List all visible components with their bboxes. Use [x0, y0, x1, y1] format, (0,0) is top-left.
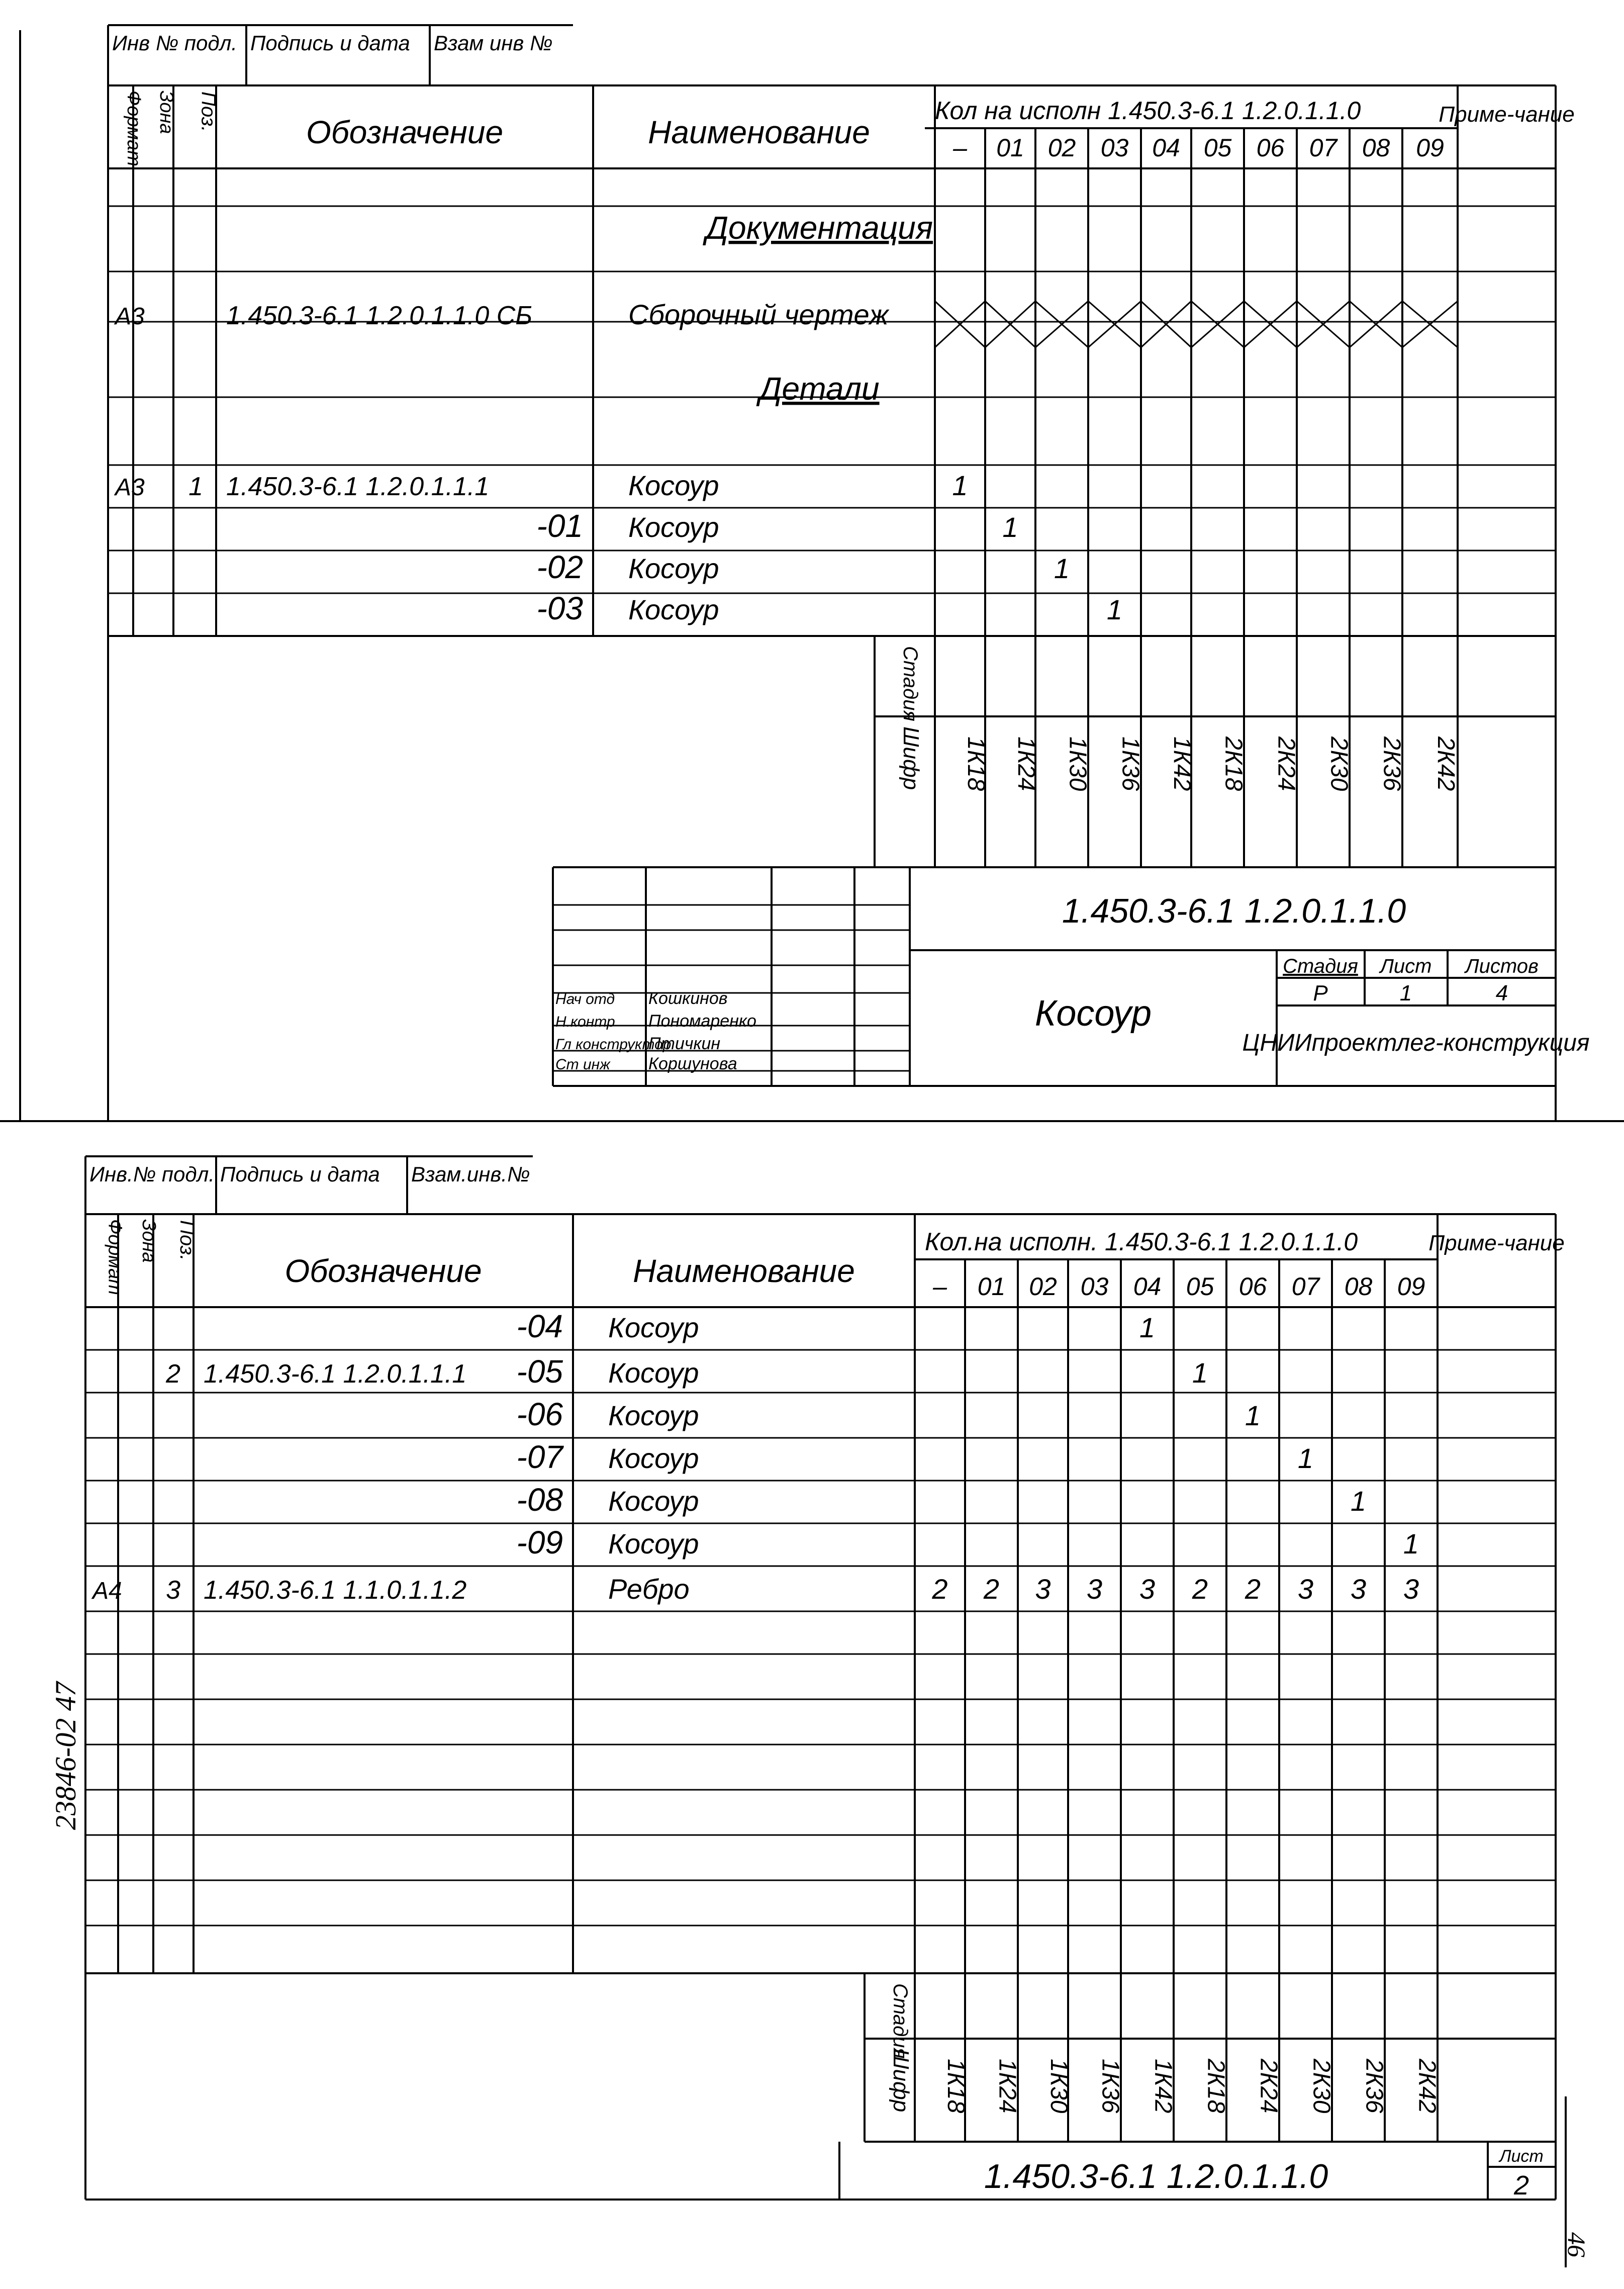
title-sheet-value: 1: [1399, 981, 1412, 1005]
row-name: Косоур: [608, 1485, 699, 1517]
exec-col-header: 07: [1309, 134, 1338, 162]
signature-name: Птичкин: [648, 1034, 721, 1053]
qty-value: 1: [1403, 1528, 1419, 1560]
header-zone: Зона: [138, 1219, 159, 1263]
cipher-value: 1К42: [1169, 737, 1195, 791]
stamp-label: Подпись и дата: [250, 31, 410, 55]
stamp-label: Взам.инв.№: [411, 1162, 530, 1186]
exec-col-header: 04: [1133, 1272, 1162, 1301]
exec-col-header: 08: [1362, 134, 1390, 162]
signature-role: Н.контр: [555, 1014, 615, 1030]
qty-value: 2: [1245, 1573, 1261, 1605]
signature-name: Коршунова: [648, 1054, 737, 1073]
row-format: А3: [115, 474, 145, 501]
cipher-value: 2К30: [1325, 737, 1353, 791]
header-designation: Обозначение: [284, 1253, 482, 1289]
qty-value: 3: [1350, 1573, 1367, 1605]
exec-col-header: 05: [1203, 134, 1232, 162]
exec-col-header: 09: [1416, 134, 1444, 162]
exec-col-header: 06: [1238, 1272, 1267, 1301]
archive-number: 23846-02 47: [49, 1682, 82, 1830]
qty-value: 1: [952, 470, 968, 501]
title-doc-number: 1.450.3-6.1 1.2.0.1.1.0: [984, 2157, 1328, 2195]
row-designation: -06: [516, 1396, 563, 1432]
qty-value: 3: [1035, 1573, 1051, 1605]
cipher-value: 1К18: [942, 2059, 969, 2114]
row-designation: -08: [516, 1482, 563, 1518]
section-heading: Документация: [705, 210, 933, 246]
qty-value: 3: [1297, 1573, 1314, 1605]
exec-col-header: 05: [1186, 1272, 1214, 1301]
title-sheet-value: 2: [1513, 2170, 1530, 2201]
cipher-value: 2К18: [1202, 2059, 1229, 2114]
exec-col-header: 06: [1256, 134, 1285, 162]
row-designation: -04: [516, 1308, 563, 1344]
cipher-value: 1К36: [1117, 737, 1144, 791]
row-designation: 1.450.3-6.1 1.2.0.1.1.1: [226, 472, 490, 501]
exec-col-header: 01: [996, 134, 1024, 162]
stage-label: Стадия: [899, 646, 921, 721]
qty-value: 3: [1086, 1573, 1103, 1605]
row-name: Косоур: [608, 1400, 699, 1431]
exec-col-header: 02: [1029, 1272, 1057, 1301]
qty-value: 1: [1350, 1485, 1367, 1517]
header-note: Приме-чание: [1439, 102, 1575, 127]
row-designation: 1.450.3-6.1 1.2.0.1.1.0 СБ: [226, 301, 533, 330]
stamp-label: Инв № подл.: [112, 31, 237, 55]
cipher-label: Шифр: [899, 726, 923, 790]
header-qty-title: Кол.на исполн. 1.450.3-6.1 1.2.0.1.1.0: [925, 1228, 1358, 1256]
header-format: Формат: [104, 1219, 126, 1295]
cipher-value: 1К18: [963, 737, 989, 791]
cipher-value: 2К36: [1378, 737, 1405, 791]
header-designation: Обозначение: [306, 114, 504, 150]
row-name: Косоур: [608, 1528, 699, 1560]
row-name: Косоур: [608, 1357, 699, 1389]
signature-role: Гл конструктор: [555, 1036, 672, 1053]
row-name: Косоур: [628, 470, 719, 501]
header-pos: Поз.: [176, 1220, 198, 1261]
cipher-value: 2К42: [1413, 2059, 1441, 2114]
row-designation: 1.450.3-6.1 1.2.0.1.1.1: [204, 1359, 467, 1389]
row-designation: -07: [516, 1439, 563, 1475]
signature-name: Кошкинов: [648, 989, 728, 1008]
row-name: Косоур: [628, 553, 719, 584]
cipher-value: 1К42: [1150, 2059, 1177, 2114]
qty-value: 3: [1139, 1573, 1156, 1605]
qty-value: 2: [1192, 1573, 1208, 1605]
exec-col-header: 07: [1291, 1272, 1320, 1301]
cipher-label: Шифр: [889, 2049, 913, 2113]
qty-value: 1: [1054, 553, 1070, 584]
exec-col-header: 03: [1100, 134, 1129, 162]
cipher-value: 1К24: [1013, 737, 1039, 791]
qty-value: 1: [1297, 1442, 1314, 1474]
title-stage-value: Р: [1313, 981, 1328, 1005]
cipher-value: 2К42: [1432, 737, 1459, 791]
exec-col-header: 02: [1047, 134, 1076, 162]
title-sheets-value: 4: [1495, 981, 1508, 1005]
exec-col-header: –: [953, 134, 967, 162]
title-sheets-header: Листов: [1465, 955, 1539, 977]
cipher-value: 2К36: [1361, 2059, 1388, 2114]
section-heading: Детали: [759, 371, 880, 407]
exec-col-header: 09: [1397, 1272, 1425, 1301]
header-format: Формат: [123, 90, 144, 166]
row-pos: 1: [188, 472, 203, 501]
signature-role: Ст инж: [555, 1056, 610, 1073]
stamp-label: Подпись и дата: [220, 1162, 380, 1186]
row-name: Ребро: [608, 1573, 690, 1605]
row-format: А4: [92, 1578, 122, 1604]
title-doc-number: 1.450.3-6.1 1.2.0.1.1.0: [1062, 892, 1406, 930]
row-designation: -01: [536, 508, 583, 544]
header-zone: Зона: [156, 90, 177, 134]
header-note: Приме-чание: [1428, 1231, 1565, 1255]
header-qty-title: Кол на исполн 1.450.3-6.1 1.2.0.1.1.0: [935, 97, 1361, 125]
title-sheet-header: Лист: [1499, 2147, 1544, 2166]
signature-role: Нач отд: [555, 991, 615, 1008]
cipher-value: 1К36: [1097, 2059, 1124, 2114]
cipher-value: 2К24: [1255, 2059, 1282, 2114]
exec-col-header: 04: [1152, 134, 1180, 162]
signature-name: Пономаренко: [648, 1012, 756, 1031]
qty-value: 3: [1403, 1573, 1419, 1605]
qty-value: 2: [932, 1573, 948, 1605]
title-sheet-header: Лист: [1380, 955, 1432, 977]
stamp-label: Инв.№ подл.: [89, 1162, 215, 1186]
row-pos: 3: [166, 1576, 180, 1605]
row-designation: 1.450.3-6.1 1.1.0.1.1.2: [204, 1576, 467, 1605]
title-stage-header: Стадия: [1283, 955, 1358, 977]
row-designation: -03: [536, 590, 583, 626]
cipher-value: 1К30: [1045, 2059, 1072, 2114]
row-designation: -02: [536, 549, 583, 585]
row-designation-suffix: -05: [516, 1353, 563, 1390]
title-organization: ЦНИИпроектлег-конструкция: [1242, 1030, 1590, 1056]
exec-col-header: 03: [1080, 1272, 1109, 1301]
qty-value: 1: [1106, 594, 1123, 625]
cipher-value: 2К24: [1273, 737, 1300, 791]
cipher-value: 2К30: [1308, 2059, 1335, 2114]
qty-value: 1: [1002, 511, 1018, 543]
exec-col-header: –: [933, 1272, 947, 1301]
row-name: Косоур: [628, 594, 719, 625]
qty-value: 1: [1192, 1357, 1208, 1389]
cipher-value: 1К24: [994, 2059, 1021, 2114]
exec-col-header: 08: [1344, 1272, 1373, 1301]
header-name: Наименование: [633, 1253, 855, 1289]
row-name: Косоур: [608, 1442, 699, 1474]
header-name: Наименование: [648, 114, 870, 150]
stamp-label: Взам инв №: [434, 31, 553, 55]
row-format: А3: [115, 303, 145, 330]
cipher-value: 1К30: [1064, 737, 1091, 791]
qty-value: 1: [1245, 1400, 1261, 1431]
row-designation: -09: [516, 1524, 563, 1561]
title-name: Косоур: [1034, 993, 1152, 1034]
qty-value: 1: [1139, 1312, 1156, 1343]
header-pos: Поз.: [197, 91, 220, 132]
row-name: Косоур: [608, 1312, 699, 1343]
row-name: Косоур: [628, 511, 719, 543]
stage-label: Стадия: [889, 1983, 911, 2059]
cipher-value: 2К18: [1220, 737, 1247, 791]
row-pos: 2: [166, 1359, 180, 1389]
exec-col-header: 01: [977, 1272, 1006, 1301]
page-number: 46: [1563, 2232, 1591, 2257]
qty-value: 2: [983, 1573, 1000, 1605]
row-name: Сборочный чертеж: [628, 299, 889, 330]
